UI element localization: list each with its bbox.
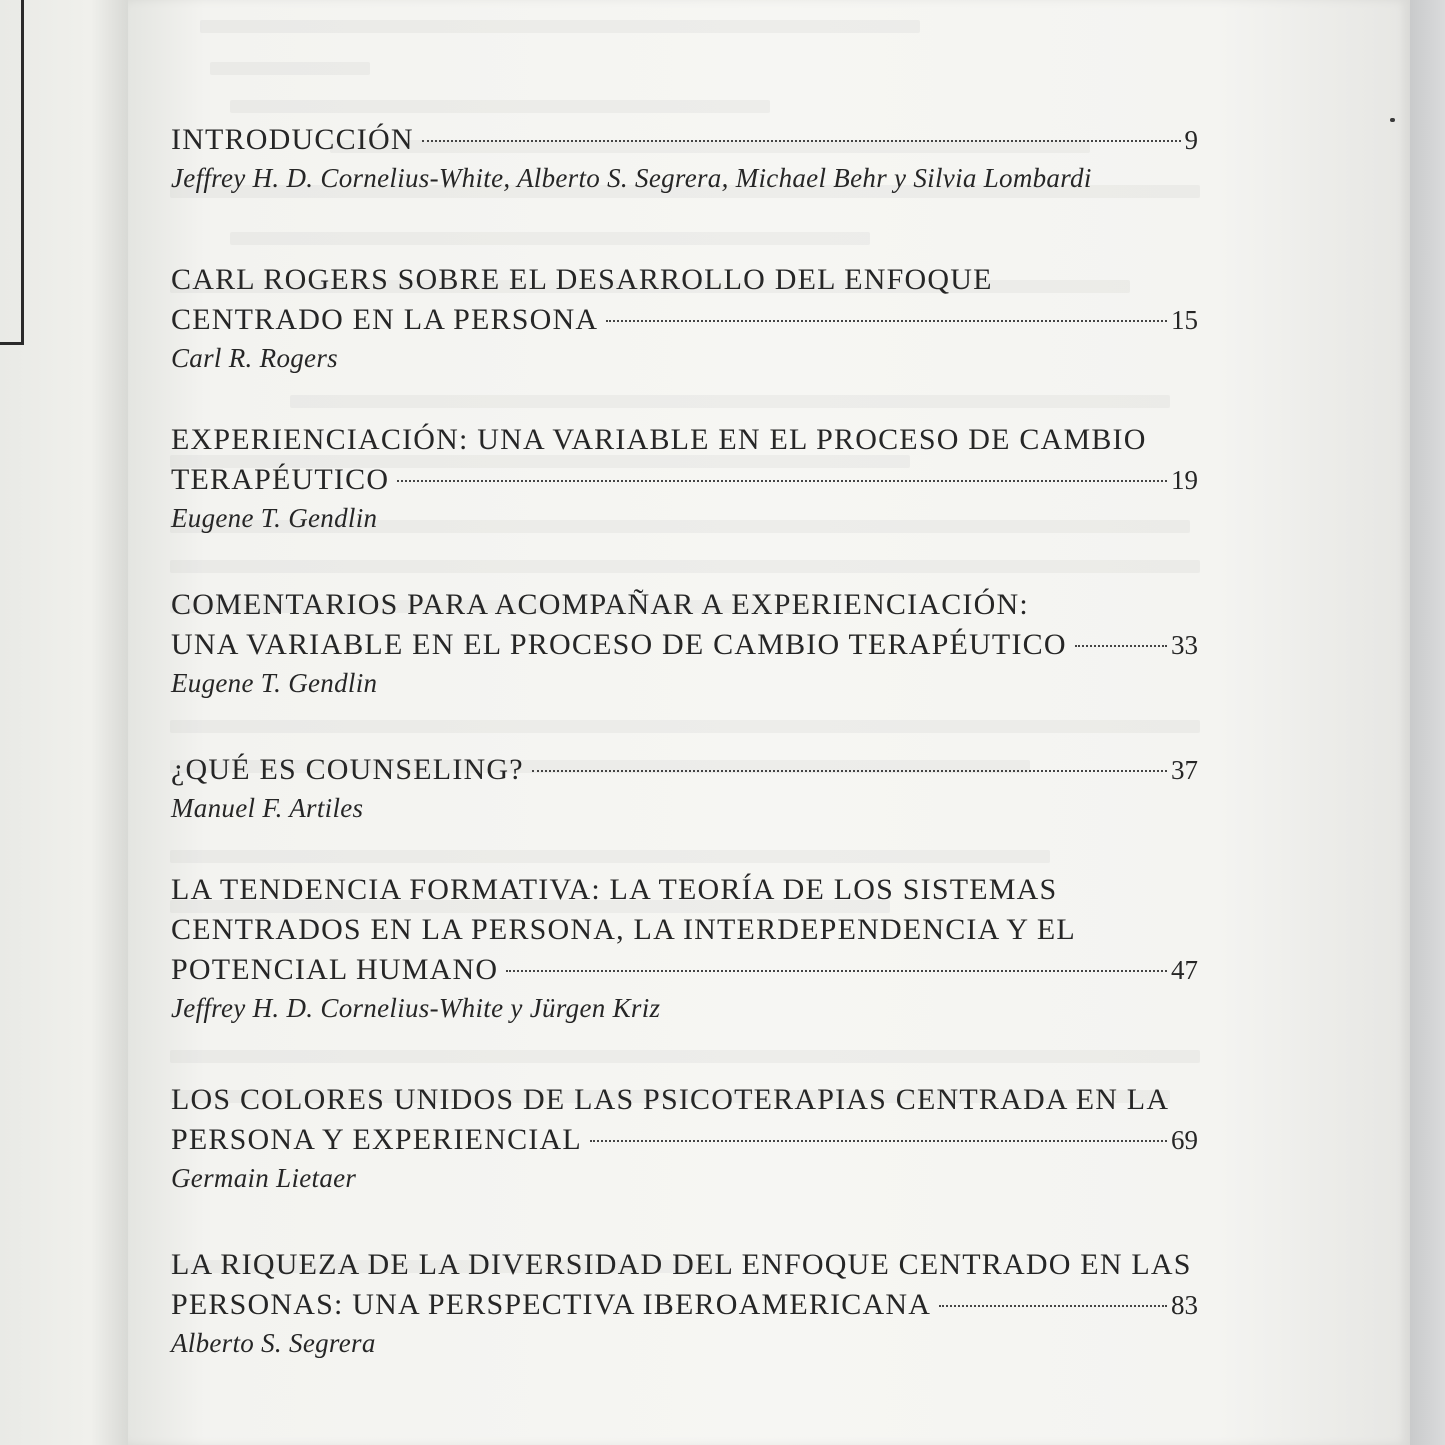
toc-page-number: 83: [1171, 1290, 1198, 1320]
toc-page-number: 37: [1171, 755, 1198, 785]
toc-entry: [171, 585, 1198, 701]
toc-title-text: PERSONAS: UNA PERSPECTIVA IBEROAMERICANA: [171, 1288, 932, 1321]
dot-leader: [532, 770, 1167, 772]
dot-leader: [590, 1140, 1167, 1142]
dot-leader: [606, 320, 1167, 322]
toc-entry: [171, 420, 1198, 536]
toc-page-number: 69: [1171, 1125, 1198, 1155]
toc-author: Alberto S. Segrera: [171, 1328, 376, 1358]
toc-title-text: UNA VARIABLE EN EL PROCESO DE CAMBIO TERAPÉUTICO: [171, 628, 1067, 661]
toc-title-text: LOS COLORES UNIDOS DE LAS PSICOTERAPIAS CENTRADA EN LA: [171, 1083, 1170, 1116]
toc-title-text: TERAPÉUTICO: [171, 463, 390, 496]
toc-title-text: CENTRADO EN LA PERSONA: [171, 303, 599, 336]
toc-entry: [171, 870, 1198, 1026]
toc-title-text: COMENTARIOS PARA ACOMPAÑAR A EXPERIENCIACIÓN:: [171, 588, 1029, 621]
toc-entry: [171, 120, 1198, 196]
toc-title-text: CENTRADOS EN LA PERSONA, LA INTERDEPENDENCIA Y EL: [171, 913, 1076, 946]
page-background-edge: [1410, 0, 1445, 1445]
adjacent-page-edge: [0, 0, 130, 1445]
toc-entry: [171, 1080, 1198, 1196]
toc-page-number: 9: [1184, 125, 1198, 155]
toc-title-text: LA TENDENCIA FORMATIVA: LA TEORÍA DE LOS SISTEMAS: [171, 873, 1058, 906]
toc-page-number: 47: [1171, 955, 1198, 985]
toc-title-text: POTENCIAL HUMANO: [171, 953, 499, 986]
toc-title-line: [171, 120, 1198, 160]
toc-author: Carl R. Rogers: [171, 343, 338, 373]
dot-leader: [939, 1305, 1167, 1307]
toc-author: Jeffrey H. D. Cornelius-White, Alberto S. Segrera, Michael Behr y Silvia Lombardi: [171, 163, 1092, 193]
toc-title-line: [171, 460, 1198, 500]
toc-page-number: 33: [1171, 630, 1198, 660]
toc-page-number: 19: [1171, 465, 1198, 495]
toc-author: Eugene T. Gendlin: [171, 668, 378, 698]
toc-title-line: [171, 750, 1198, 790]
toc-title-line: [171, 1080, 1198, 1120]
toc-author: Manuel F. Artiles: [171, 793, 364, 823]
left-page-border-frame: [0, 0, 24, 345]
toc-title-line: [171, 260, 1198, 300]
toc-title-line: [171, 1120, 1198, 1160]
toc-entry: [171, 1245, 1198, 1361]
dot-leader: [506, 970, 1167, 972]
toc-entry: [171, 260, 1198, 376]
dot-leader: [1075, 645, 1167, 647]
toc-author: Germain Lietaer: [171, 1163, 357, 1193]
toc-title-line: [171, 870, 1198, 910]
toc-title-line: [171, 625, 1198, 665]
toc-title-text: LA RIQUEZA DE LA DIVERSIDAD DEL ENFOQUE CENTRADO EN LAS: [171, 1248, 1192, 1281]
page-speck: [1390, 118, 1395, 122]
toc-title-text: EXPERIENCIACIÓN: UNA VARIABLE EN EL PROCESO DE CAMBIO: [171, 423, 1147, 456]
dot-leader: [397, 480, 1167, 482]
toc-title-text: INTRODUCCIÓN: [171, 123, 414, 156]
toc-title-line: [171, 910, 1198, 950]
toc-title-text: ¿QUÉ ES COUNSELING?: [171, 753, 524, 786]
book-page: [128, 0, 1410, 1445]
dot-leader: [422, 140, 1181, 142]
toc-title-line: [171, 585, 1198, 625]
toc-entry: [171, 750, 1198, 826]
toc-page-number: 15: [1171, 305, 1198, 335]
toc-title-line: [171, 1245, 1198, 1285]
toc-title-line: [171, 950, 1198, 990]
toc-author: Jeffrey H. D. Cornelius-White y Jürgen Kriz: [171, 993, 661, 1023]
toc-author: Eugene T. Gendlin: [171, 503, 378, 533]
toc-title-line: [171, 300, 1198, 340]
toc-title-line: [171, 1285, 1198, 1325]
toc-title-text: CARL ROGERS SOBRE EL DESARROLLO DEL ENFOQUE: [171, 263, 993, 296]
toc-title-text: PERSONA Y EXPERIENCIAL: [171, 1123, 582, 1156]
toc-title-line: [171, 420, 1198, 460]
